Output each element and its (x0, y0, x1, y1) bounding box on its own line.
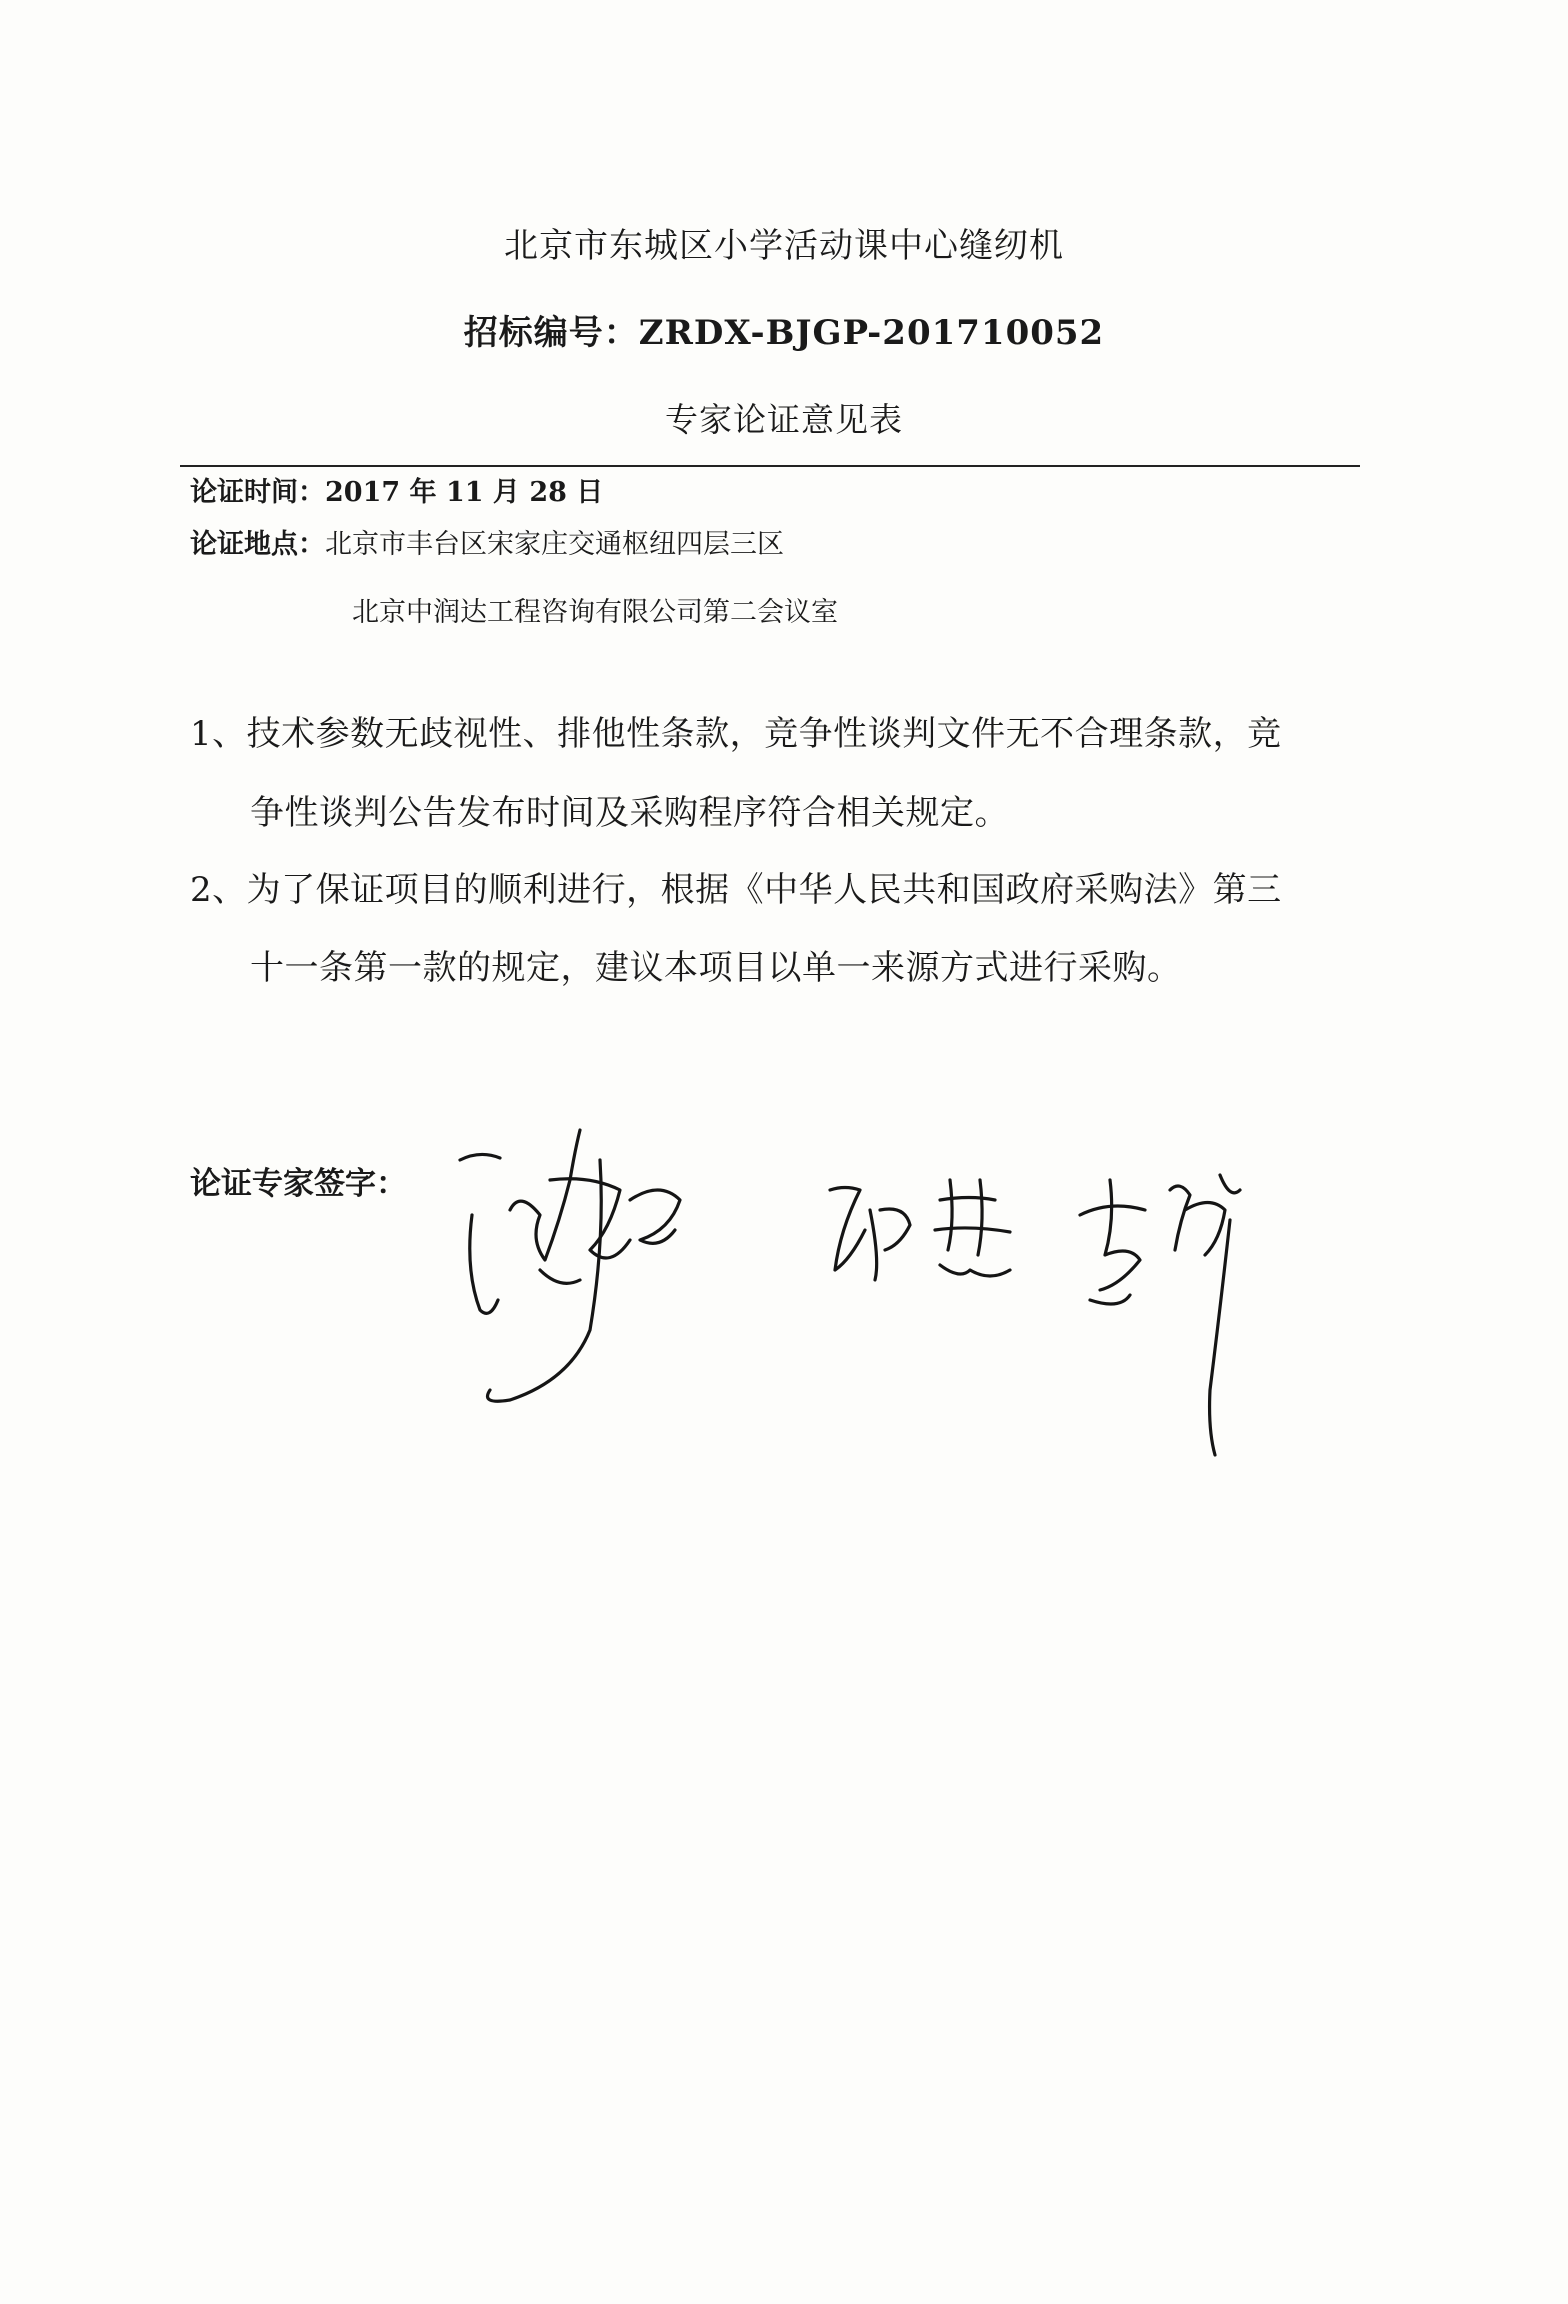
expert-signature-1 (450, 1120, 690, 1410)
expert-signature-label: 论证专家签字： (190, 1166, 407, 1202)
opinion-1-line1: 1、技术参数无歧视性、排他性条款，竞争性谈判文件无不合理条款，竞 (190, 714, 1282, 754)
review-location-line2: 北京中润达工程咨询有限公司第二会议室 (352, 597, 838, 628)
opinion-2-line2: 十一条第一款的规定，建议本项目以单一来源方式进行采购。 (250, 948, 1182, 988)
review-location-line1: 北京市丰台区宋家庄交通枢纽四层三区 (325, 529, 784, 560)
review-location-row (190, 522, 784, 561)
review-date-row (190, 470, 603, 509)
review-location-label: 论证地点： (190, 529, 325, 560)
document-title: 北京市东城区小学活动课中心缝纫机 (504, 226, 1064, 266)
form-title: 专家论证意见表 (665, 400, 903, 439)
opinion-1-line2: 争性谈判公告发布时间及采购程序符合相关规定。 (250, 793, 1009, 833)
opinion-2-line1: 2、为了保证项目的顺利进行，根据《中华人民共和国政府采购法》第三 (190, 870, 1282, 910)
header-divider (180, 465, 1360, 467)
review-date-value: 2017 年 11 月 28 日 (325, 477, 604, 508)
review-date-label: 论证时间： (190, 477, 325, 508)
expert-signature-2 (820, 1170, 1050, 1300)
expert-signature-3 (1070, 1160, 1260, 1460)
tender-number: 招标编号：ZRDX-BJGP-201710052 (463, 313, 1105, 353)
